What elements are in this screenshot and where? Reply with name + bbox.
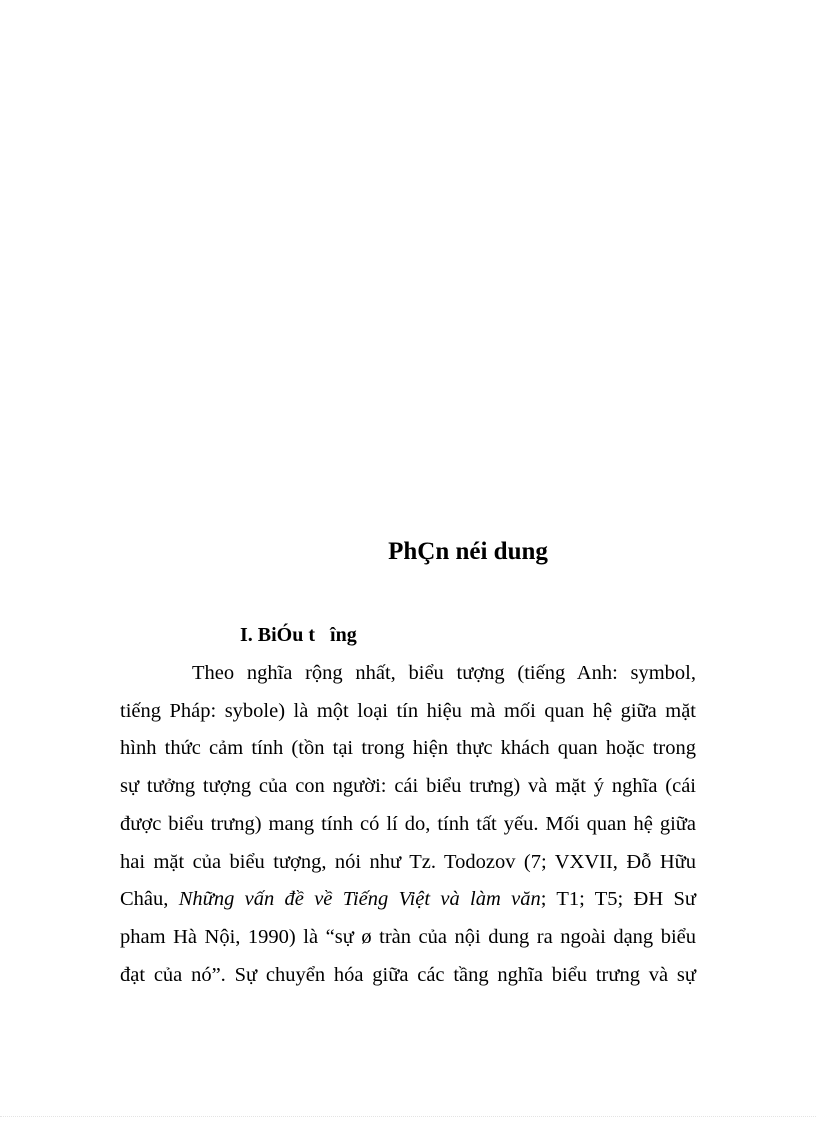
body-paragraph	[120, 655, 696, 994]
paragraph-line: sự tưởng tượng của con người: cái biểu trưng) và mặt ý nghĩa (cái	[120, 775, 696, 798]
cited-book-title: Những vấn đề về Tiếng Việt và làm văn	[178, 888, 541, 911]
citation-suffix: ; T1; T5; ĐH Sư	[540, 888, 696, 911]
citation-line	[120, 881, 696, 919]
page-bottom-divider	[0, 1116, 816, 1117]
paragraph-line: được biểu trưng) mang tính có lí do, tính tất yếu. Mối quan hệ giữa	[120, 812, 696, 835]
paragraph-line: pham Hà Nội, 1990) là “sự ø tràn của nội dung ra ngoài dạng biểu	[120, 925, 696, 948]
paragraph-line: đạt của nó”. Sự chuyển hóa giữa các tầng nghĩa biểu trưng và sự	[120, 963, 696, 986]
paragraph-line: hai mặt của biểu tượng, nói như Tz. Todozov (7; VXVII, Đỗ Hữu	[120, 850, 696, 873]
section-heading: I. BiÓu t îng	[240, 624, 357, 646]
page-title: PhÇn néi dung	[388, 538, 548, 565]
paragraph-line: hình thức cảm tính (tồn tại trong hiện thực khách quan hoặc trong	[120, 737, 696, 760]
paragraph-line: Theo nghĩa rộng nhất, biểu tượng (tiếng Anh: symbol,	[192, 662, 696, 684]
paragraph-line: tiếng Pháp: sybole) là một loại tín hiệu mà mối quan hệ giữa mặt	[120, 699, 696, 722]
citation-prefix: Châu,	[120, 888, 179, 911]
